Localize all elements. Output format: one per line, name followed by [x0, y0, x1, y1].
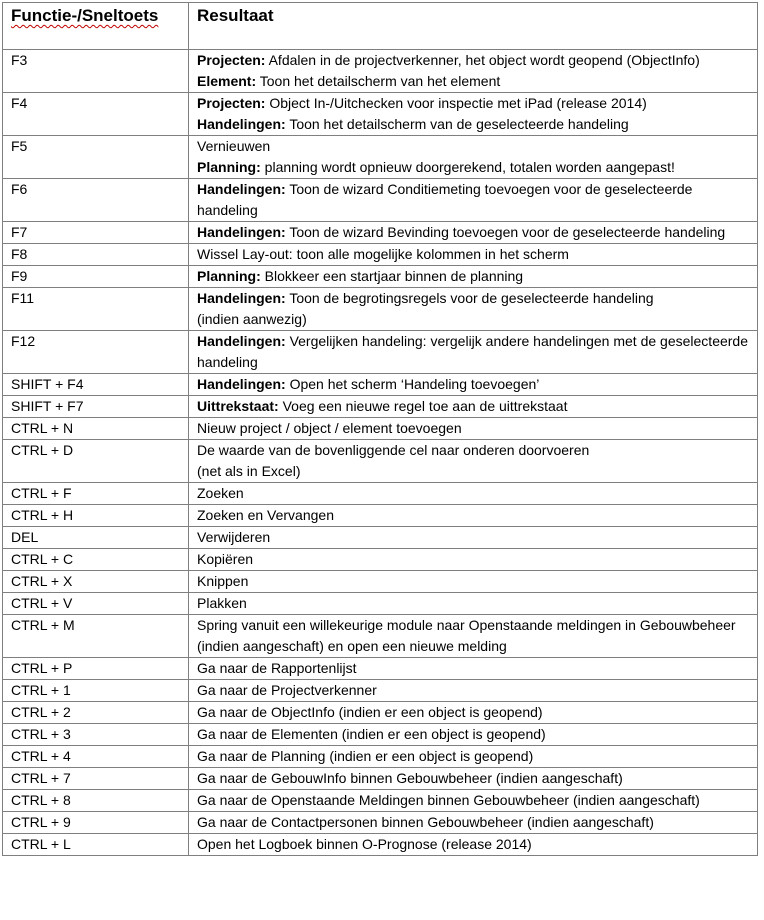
result-line [197, 724, 753, 745]
shortcut-result [189, 179, 758, 222]
result-line [197, 50, 753, 71]
result-text: planning wordt opnieuw doorgerekend, totalen worden aangepast! [264, 159, 675, 175]
result-line [197, 114, 753, 135]
result-text: Toon het detailscherm van het element [259, 73, 501, 89]
result-text: Nieuw project / object / element toevoegen [197, 420, 462, 436]
result-text: Open het Logboek binnen O-Prognose (release 2014) [197, 836, 532, 852]
header-row [3, 3, 758, 50]
table-row [3, 746, 758, 768]
result-text: Zoeken en Vervangen [197, 507, 334, 523]
result-text: Kopiëren [197, 551, 254, 567]
table-row [3, 50, 758, 93]
shortcut-result [189, 680, 758, 702]
shortcut-key: CTRL + 7 [3, 768, 189, 790]
table-row [3, 549, 758, 571]
shortcut-result [189, 702, 758, 724]
shortcut-result [189, 724, 758, 746]
shortcut-key: CTRL + N [3, 418, 189, 440]
shortcut-key: CTRL + C [3, 549, 189, 571]
shortcut-result [189, 331, 758, 374]
shortcut-result [189, 483, 758, 505]
result-text: Ga naar de GebouwInfo binnen Gebouwbeheer (indien aangeschaft) [197, 770, 623, 786]
result-text: Afdalen in de projectverkenner, het object wordt geopend (ObjectInfo) [268, 52, 700, 68]
shortcut-table [2, 2, 758, 856]
result-line [197, 266, 753, 287]
result-label: Handelingen: [197, 181, 286, 197]
result-text: Wissel Lay-out: toon alle mogelijke kolommen in het scherm [197, 246, 569, 262]
table-row [3, 702, 758, 724]
header-key: Functie-/Sneltoets [3, 3, 189, 50]
table-row [3, 724, 758, 746]
result-label: Handelingen: [197, 290, 286, 306]
table-row [3, 136, 758, 179]
shortcut-result [189, 266, 758, 288]
shortcut-key: CTRL + 8 [3, 790, 189, 812]
result-line [197, 396, 753, 417]
result-line [197, 834, 753, 855]
table-row [3, 374, 758, 396]
shortcut-key: CTRL + F [3, 483, 189, 505]
result-text: Ga naar de Openstaande Meldingen binnen Gebouwbeheer (indien aangeschaft) [197, 792, 700, 808]
result-label: Handelingen: [197, 376, 286, 392]
shortcut-key: CTRL + P [3, 658, 189, 680]
result-line [197, 309, 753, 330]
shortcut-result [189, 396, 758, 418]
table-row [3, 222, 758, 244]
shortcut-result [189, 527, 758, 549]
result-line [197, 658, 753, 679]
result-text: (indien aanwezig) [197, 311, 307, 327]
shortcut-result [189, 658, 758, 680]
table-row [3, 331, 758, 374]
result-text: Ga naar de Planning (indien er een object is geopend) [197, 748, 534, 764]
result-text: Object In-/Uitchecken voor inspectie met iPad (release 2014) [269, 95, 647, 111]
shortcut-result [189, 374, 758, 396]
shortcut-result [189, 834, 758, 856]
table-row [3, 768, 758, 790]
result-text: Verwijderen [197, 529, 271, 545]
shortcut-result [189, 812, 758, 834]
result-line [197, 505, 753, 526]
result-line [197, 527, 753, 548]
result-text: Toon de wizard Conditiemeting toevoegen voor de geselecteerde handeling [197, 181, 693, 218]
result-line [197, 440, 753, 461]
result-line [197, 136, 753, 157]
shortcut-key: F4 [3, 93, 189, 136]
result-text: De waarde van de bovenliggende cel naar onderen doorvoeren [197, 442, 590, 458]
shortcut-result [189, 222, 758, 244]
result-text: Ga naar de Elementen (indien er een object is geopend) [197, 726, 546, 742]
shortcut-result [189, 440, 758, 483]
result-label: Element: [197, 73, 257, 89]
result-line [197, 288, 753, 309]
shortcut-result [189, 615, 758, 658]
result-label: Uittrekstaat: [197, 398, 279, 414]
result-line [197, 179, 753, 221]
result-line [197, 418, 753, 439]
shortcut-result [189, 288, 758, 331]
shortcut-key: F12 [3, 331, 189, 374]
shortcut-key: CTRL + 2 [3, 702, 189, 724]
shortcut-result [189, 50, 758, 93]
result-label: Projecten: [197, 95, 266, 111]
result-line [197, 331, 753, 373]
result-text: (net als in Excel) [197, 463, 301, 479]
table-row [3, 593, 758, 615]
result-text: Ga naar de Contactpersonen binnen Gebouwbeheer (indien aangeschaft) [197, 814, 654, 830]
table-row [3, 93, 758, 136]
table-row [3, 244, 758, 266]
result-line [197, 71, 753, 92]
result-line [197, 244, 753, 265]
table-row [3, 615, 758, 658]
shortcut-result [189, 571, 758, 593]
result-line [197, 593, 753, 614]
result-label: Planning: [197, 268, 261, 284]
table-row [3, 812, 758, 834]
shortcut-key: F8 [3, 244, 189, 266]
shortcut-key: F9 [3, 266, 189, 288]
result-line [197, 746, 753, 767]
shortcut-result [189, 790, 758, 812]
table-row [3, 483, 758, 505]
result-line [197, 483, 753, 504]
result-line [197, 93, 753, 114]
shortcut-result [189, 593, 758, 615]
shortcut-key: CTRL + 3 [3, 724, 189, 746]
result-text: Open het scherm ‘Handeling toevoegen’ [289, 376, 540, 392]
result-text: Toon de begrotingsregels voor de geselecteerde handeling [289, 290, 654, 306]
result-line [197, 157, 753, 178]
result-line [197, 812, 753, 833]
result-text: Ga naar de Projectverkenner [197, 682, 377, 698]
result-line [197, 549, 753, 570]
result-label: Handelingen: [197, 224, 286, 240]
shortcut-key: CTRL + 9 [3, 812, 189, 834]
shortcut-result [189, 244, 758, 266]
table-body [3, 50, 758, 856]
shortcut-key: F5 [3, 136, 189, 179]
result-text: Vergelijken handeling: vergelijk andere handelingen met de geselecteerde handeling [197, 333, 748, 370]
shortcut-key: F6 [3, 179, 189, 222]
result-label: Projecten: [197, 52, 266, 68]
shortcut-key: F11 [3, 288, 189, 331]
header-result: Resultaat [189, 3, 758, 50]
table-row [3, 505, 758, 527]
shortcut-key: CTRL + X [3, 571, 189, 593]
result-line [197, 615, 753, 657]
shortcut-result [189, 746, 758, 768]
result-line [197, 768, 753, 789]
table-row [3, 658, 758, 680]
shortcut-key: CTRL + H [3, 505, 189, 527]
result-text: Knippen [197, 573, 249, 589]
shortcut-result [189, 93, 758, 136]
shortcut-key: SHIFT + F7 [3, 396, 189, 418]
shortcut-result [189, 505, 758, 527]
shortcut-result [189, 418, 758, 440]
table-row [3, 288, 758, 331]
table-row [3, 266, 758, 288]
shortcut-key: SHIFT + F4 [3, 374, 189, 396]
result-line [197, 702, 753, 723]
table-row [3, 527, 758, 549]
shortcut-key: CTRL + V [3, 593, 189, 615]
table-row [3, 571, 758, 593]
result-label: Handelingen: [197, 116, 286, 132]
shortcut-key: F7 [3, 222, 189, 244]
table-row [3, 834, 758, 856]
table-row [3, 680, 758, 702]
result-text: Ga naar de ObjectInfo (indien er een object is geopend) [197, 704, 543, 720]
result-text: Toon de wizard Bevinding toevoegen voor de geselecteerde handeling [289, 224, 726, 240]
shortcut-key: CTRL + 4 [3, 746, 189, 768]
table-row [3, 790, 758, 812]
shortcut-key: F3 [3, 50, 189, 93]
result-line [197, 222, 753, 243]
result-line [197, 790, 753, 811]
result-text: Toon het detailscherm van de geselecteerde handeling [289, 116, 629, 132]
result-text: Blokkeer een startjaar binnen de planning [264, 268, 524, 284]
table-row [3, 179, 758, 222]
table-row [3, 418, 758, 440]
shortcut-key: CTRL + M [3, 615, 189, 658]
shortcut-result [189, 768, 758, 790]
result-line [197, 461, 753, 482]
result-text: Zoeken [197, 485, 244, 501]
table-row [3, 396, 758, 418]
shortcut-key: DEL [3, 527, 189, 549]
shortcut-result [189, 549, 758, 571]
result-text: Spring vanuit een willekeurige module naar Openstaande meldingen in Gebouwbeheer (indien aangeschaft) en open een nieuwe melding [197, 617, 736, 654]
shortcut-result [189, 136, 758, 179]
result-text: Vernieuwen [197, 138, 271, 154]
result-line [197, 680, 753, 701]
result-line [197, 571, 753, 592]
result-text: Voeg een nieuwe regel toe aan de uittrekstaat [282, 398, 568, 414]
shortcut-key: CTRL + L [3, 834, 189, 856]
table-row [3, 440, 758, 483]
result-label: Handelingen: [197, 333, 286, 349]
result-line [197, 374, 753, 395]
result-text: Ga naar de Rapportenlijst [197, 660, 357, 676]
result-text: Plakken [197, 595, 247, 611]
shortcut-key: CTRL + 1 [3, 680, 189, 702]
result-label: Planning: [197, 159, 261, 175]
shortcut-key: CTRL + D [3, 440, 189, 483]
